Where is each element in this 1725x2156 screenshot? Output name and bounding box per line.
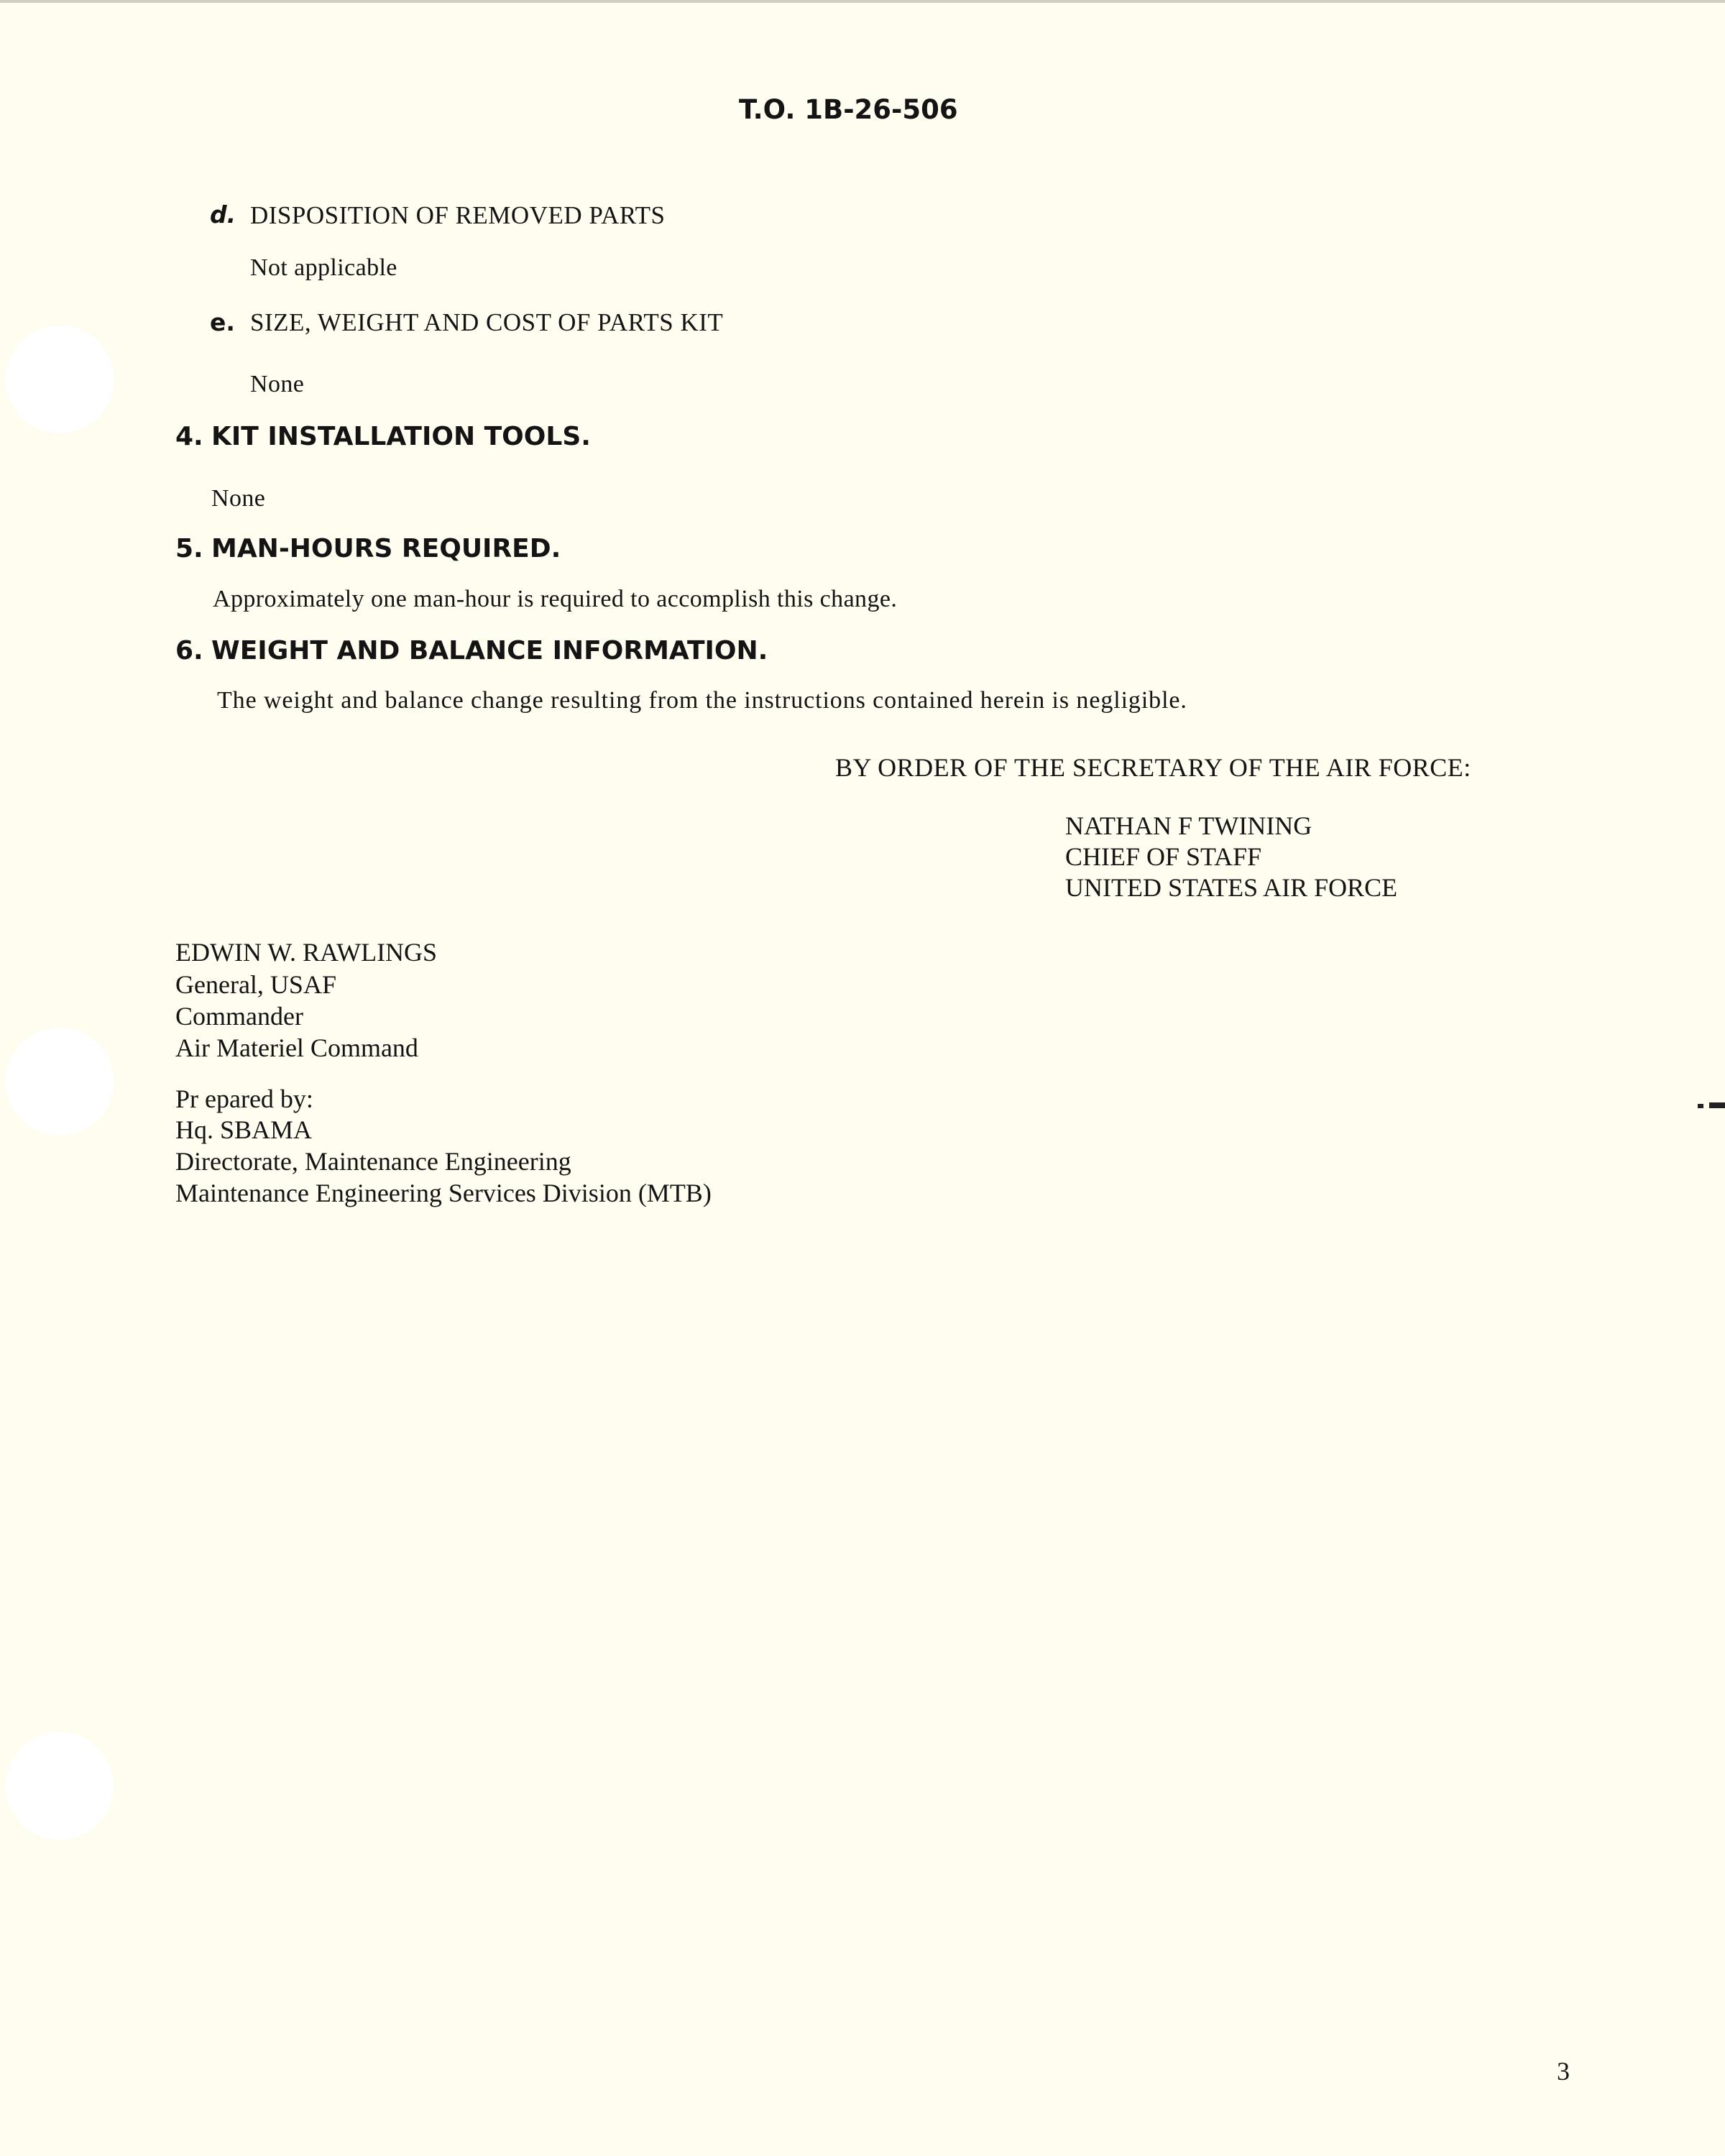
signatory-name: NATHAN F TWINING [1065, 811, 1312, 840]
official-command: Air Materiel Command [175, 1033, 418, 1062]
scan-top-edge [0, 0, 1725, 3]
item-d-letter: d. [210, 201, 236, 229]
scan-edge-mark [1709, 1102, 1725, 1108]
item-d-title: DISPOSITION OF REMOVED PARTS [250, 201, 666, 229]
official-name: EDWIN W. RAWLINGS [175, 938, 438, 967]
section-4-text: None [211, 485, 266, 512]
item-e-text: None [250, 371, 305, 397]
prepared-by-division: Maintenance Engineering Services Division (MTB) [175, 1179, 712, 1207]
section-4-title: KIT INSTALLATION TOOLS. [211, 422, 591, 451]
signatory-org: UNITED STATES AIR FORCE [1065, 873, 1398, 902]
page-number: 3 [1557, 2057, 1570, 2086]
prepared-by-directorate: Directorate, Maintenance Engineering [175, 1147, 571, 1176]
item-e-title: SIZE, WEIGHT AND COST OF PARTS KIT [250, 308, 724, 336]
section-5-number: 5. [175, 534, 203, 563]
official-rank: General, USAF [175, 970, 336, 999]
section-4-number: 4. [175, 422, 203, 451]
item-d-text: Not applicable [250, 254, 397, 281]
section-6-title: WEIGHT AND BALANCE INFORMATION. [211, 636, 768, 665]
item-e-letter: e. [210, 308, 235, 336]
section-5-title: MAN-HOURS REQUIRED. [211, 534, 561, 563]
section-5-text: Approximately one man-hour is required to accomplish this change. [213, 586, 898, 612]
binder-hole-middle [6, 1028, 114, 1135]
section-6-text: The weight and balance change resulting from the instructions contained herein is negligible. [217, 687, 1187, 714]
order-line: BY ORDER OF THE SECRETARY OF THE AIR FORCE: [835, 753, 1471, 782]
section-6-number: 6. [175, 636, 203, 665]
prepared-by-label: Pr epared by: [175, 1084, 313, 1113]
binder-hole-bottom [6, 1732, 114, 1840]
binder-hole-top [6, 326, 114, 433]
official-position: Commander [175, 1002, 303, 1031]
signatory-title: CHIEF OF STAFF [1065, 842, 1262, 871]
document-number: T.O. 1B-26-506 [739, 94, 958, 125]
scan-edge-dot [1698, 1104, 1703, 1108]
prepared-by-hq: Hq. SBAMA [175, 1115, 313, 1144]
